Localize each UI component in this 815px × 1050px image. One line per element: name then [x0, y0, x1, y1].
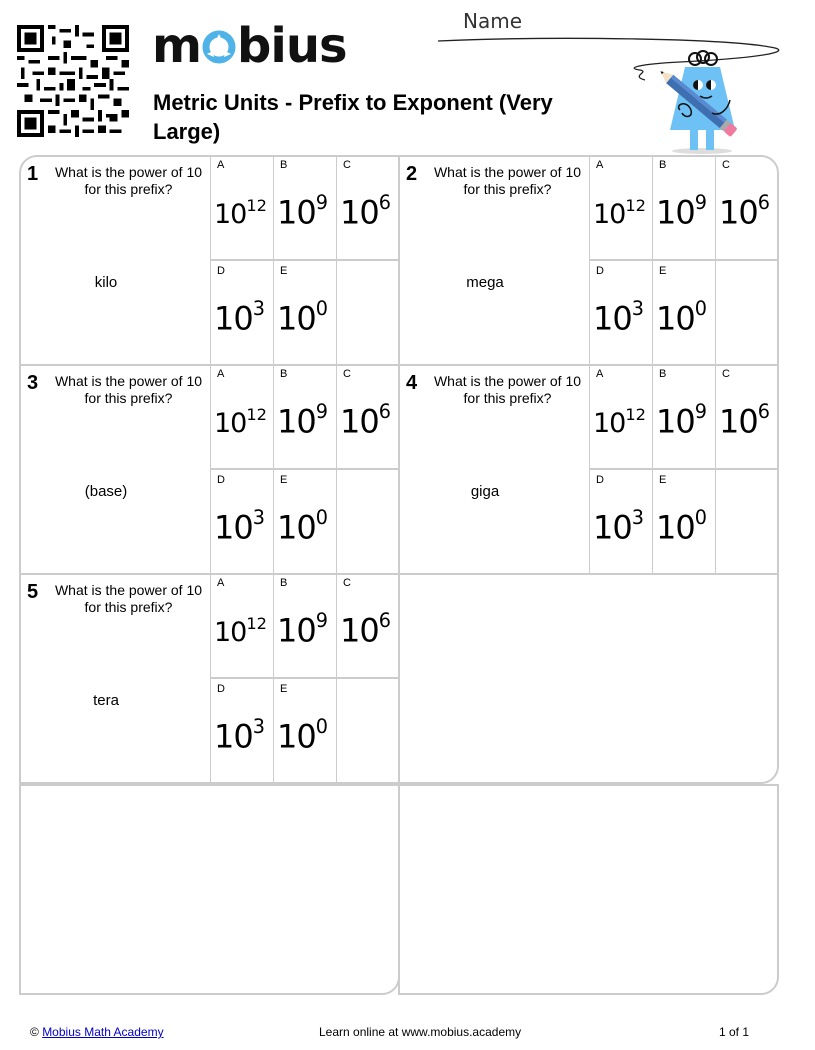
option-letter: B: [659, 159, 667, 171]
option-b[interactable]: [652, 364, 715, 469]
option-value: $10^0$: [277, 506, 328, 547]
logo-text-left: m: [152, 18, 202, 74]
option-empty: [715, 259, 778, 364]
option-value: $10^3$: [593, 297, 644, 338]
question-3: [19, 364, 400, 575]
option-value: $10^9$: [656, 191, 707, 232]
option-letter: B: [280, 577, 288, 589]
option-value: $10^{12}$: [214, 196, 267, 231]
option-letter: D: [217, 474, 225, 486]
question-prompt: What is the power of 10 for this prefix?: [433, 164, 582, 197]
answer-options: [210, 155, 400, 366]
option-value: $10^0$: [656, 297, 707, 338]
prefix-term: mega: [466, 274, 504, 291]
question-number: 3: [27, 372, 39, 394]
footer-copyright: [30, 1025, 164, 1039]
option-value: $10^9$: [277, 400, 328, 441]
question-4: [398, 364, 779, 575]
name-label: Name: [463, 9, 523, 33]
option-letter: A: [596, 159, 604, 171]
question-number: 2: [406, 163, 418, 185]
option-letter: D: [217, 265, 225, 277]
option-c[interactable]: [715, 364, 778, 469]
empty-cell: [19, 784, 400, 995]
option-a[interactable]: [210, 155, 273, 260]
option-value: $10^9$: [277, 609, 328, 650]
option-letter: C: [343, 368, 351, 380]
option-letter: A: [217, 159, 225, 171]
option-c[interactable]: [336, 364, 399, 469]
question-2: [398, 155, 779, 366]
option-d[interactable]: [210, 468, 273, 573]
question-prompt: What is the power of 10 for this prefix?: [433, 373, 582, 406]
option-b[interactable]: [652, 155, 715, 260]
answer-options: [210, 573, 400, 784]
empty-cell: [398, 573, 779, 784]
question-number: 4: [406, 372, 418, 394]
answer-options: [210, 364, 400, 575]
option-e[interactable]: [273, 468, 336, 573]
question-number: 1: [27, 163, 39, 185]
mobius-academy-link[interactable]: Mobius Math Academy: [42, 1025, 164, 1039]
option-a[interactable]: [210, 573, 273, 678]
option-letter: C: [722, 368, 730, 380]
logo-text-right: bius: [237, 18, 347, 74]
option-d[interactable]: [589, 259, 652, 364]
option-value: $10^6$: [340, 609, 391, 650]
option-b[interactable]: [273, 364, 336, 469]
option-value: $10^0$: [277, 715, 328, 756]
prefix-term: kilo: [94, 274, 118, 291]
option-letter: A: [217, 368, 225, 380]
worksheet-title: Metric Units - Prefix to Exponent (Very Large): [153, 90, 553, 144]
prefix-term: tera: [93, 692, 119, 709]
option-empty: [336, 468, 399, 573]
option-b[interactable]: [273, 573, 336, 678]
option-letter: C: [722, 159, 730, 171]
option-letter: E: [280, 474, 288, 486]
page-indicator: 1 of 1: [719, 1025, 750, 1039]
option-letter: E: [280, 683, 288, 695]
mascot-illustration: [640, 45, 750, 155]
option-empty: [336, 677, 399, 782]
option-c[interactable]: [336, 573, 399, 678]
question-prompt: What is the power of 10 for this prefix?: [54, 164, 203, 197]
option-b[interactable]: [273, 155, 336, 260]
option-empty: [336, 259, 399, 364]
option-letter: E: [659, 474, 667, 486]
option-value: $10^6$: [719, 400, 770, 441]
empty-cell: [398, 784, 779, 995]
mobius-logo: [152, 18, 347, 74]
option-c[interactable]: [715, 155, 778, 260]
option-d[interactable]: [589, 468, 652, 573]
option-a[interactable]: [210, 364, 273, 469]
option-empty: [715, 468, 778, 573]
option-letter: B: [280, 159, 288, 171]
option-value: $10^3$: [214, 715, 265, 756]
copyright-symbol: ©: [30, 1025, 39, 1039]
option-a[interactable]: [589, 155, 652, 260]
option-a[interactable]: [589, 364, 652, 469]
option-value: $10^0$: [656, 506, 707, 547]
answer-options: [589, 155, 779, 366]
answer-options: [589, 364, 779, 575]
option-letter: E: [280, 265, 288, 277]
option-letter: B: [280, 368, 288, 380]
option-value: $10^3$: [214, 297, 265, 338]
option-letter: D: [217, 683, 225, 695]
option-letter: A: [596, 368, 604, 380]
option-value: $10^0$: [277, 297, 328, 338]
option-value: $10^9$: [656, 400, 707, 441]
footer-learn-online: Learn online at www.mobius.academy: [319, 1025, 522, 1039]
question-5: [19, 573, 400, 784]
question-grid: [19, 155, 780, 996]
question-prompt: What is the power of 10 for this prefix?: [54, 582, 203, 615]
option-e[interactable]: [273, 677, 336, 782]
option-letter: A: [217, 577, 225, 589]
option-e[interactable]: [652, 468, 715, 573]
option-value: $10^3$: [593, 506, 644, 547]
option-value: $10^6$: [340, 400, 391, 441]
option-value: $10^{12}$: [593, 196, 646, 231]
option-letter: E: [659, 265, 667, 277]
question-1: [19, 155, 400, 366]
qr-code: [17, 25, 129, 137]
option-e[interactable]: [652, 259, 715, 364]
option-value: $10^{12}$: [214, 614, 267, 649]
question-number: 5: [27, 581, 39, 603]
option-letter: C: [343, 159, 351, 171]
option-letter: C: [343, 577, 351, 589]
option-letter: D: [596, 474, 604, 486]
question-prompt: What is the power of 10 for this prefix?: [54, 373, 203, 406]
option-letter: D: [596, 265, 604, 277]
option-c[interactable]: [336, 155, 399, 260]
option-value: $10^{12}$: [214, 405, 267, 440]
option-value: $10^6$: [719, 191, 770, 232]
option-d[interactable]: [210, 677, 273, 782]
option-letter: B: [659, 368, 667, 380]
option-value: $10^{12}$: [593, 405, 646, 440]
option-value: $10^3$: [214, 506, 265, 547]
option-value: $10^6$: [340, 191, 391, 232]
prefix-term: giga: [470, 483, 500, 500]
option-value: $10^9$: [277, 191, 328, 232]
option-e[interactable]: [273, 259, 336, 364]
logo-ring-icon: [202, 30, 236, 64]
option-d[interactable]: [210, 259, 273, 364]
prefix-term: (base): [84, 483, 128, 500]
